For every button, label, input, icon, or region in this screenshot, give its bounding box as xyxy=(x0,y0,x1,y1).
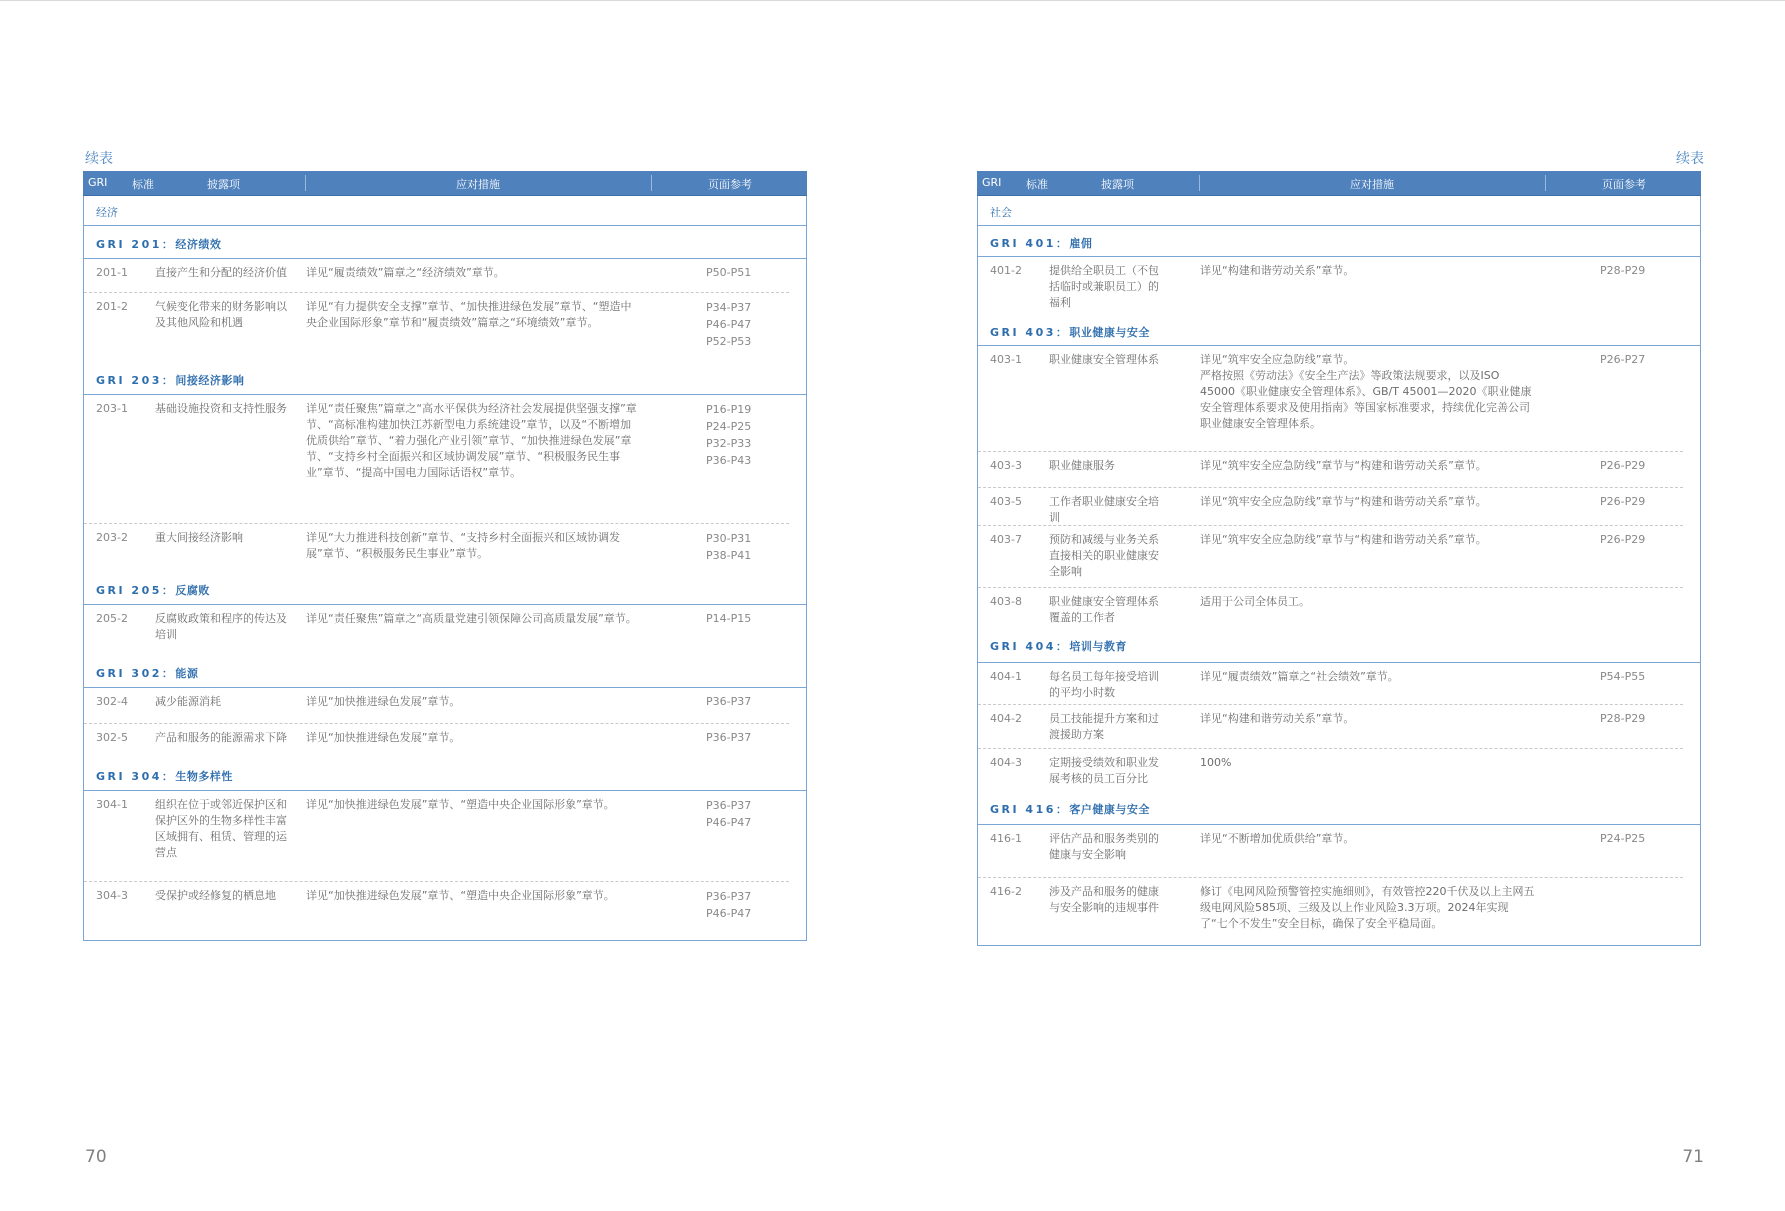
group-title: 培训与教育 xyxy=(1069,640,1127,653)
table-row xyxy=(83,395,807,524)
disclosure-code: 201-2 xyxy=(96,300,128,313)
disclosure-code: 403-7 xyxy=(990,533,1022,546)
group-row xyxy=(977,315,1701,346)
group-title: 能源 xyxy=(175,667,199,680)
group-number: GRI 302： xyxy=(96,667,176,680)
disclosure-item: 员工技能提升方案和过渡援助方案 xyxy=(1049,712,1159,741)
table-row xyxy=(977,526,1701,588)
group-title: 雇佣 xyxy=(1069,237,1093,250)
table-row xyxy=(977,588,1701,628)
page-ref: P26-P27 xyxy=(1600,353,1646,366)
table-row xyxy=(977,705,1701,749)
disclosure-item: 职业健康服务 xyxy=(1049,459,1115,472)
category-row xyxy=(83,196,807,226)
disclosure-code: 404-2 xyxy=(990,712,1022,725)
group-number: GRI 203： xyxy=(96,374,176,387)
table-row xyxy=(977,749,1701,791)
header-disclosure: 披露项 xyxy=(1101,178,1134,191)
table-header xyxy=(83,171,807,196)
measure-text: 详见“履责绩效”篇章之“社会绩效”章节。 xyxy=(1200,670,1399,683)
table-row xyxy=(83,688,807,724)
table-row xyxy=(977,663,1701,705)
disclosure-code: 203-1 xyxy=(96,402,128,415)
group-row xyxy=(83,362,807,395)
measure-text: 详见“大力推进科技创新”章节、“支持乡村全面振兴和区域协调发展”章节、“积极服务民生事业”章节。 xyxy=(306,531,621,560)
disclosure-code: 201-1 xyxy=(96,266,128,279)
disclosure-item: 直接产生和分配的经济价值 xyxy=(155,266,287,279)
page-ref: P30-P31 P38-P41 xyxy=(706,532,752,562)
disclosure-code: 205-2 xyxy=(96,612,128,625)
header-gri: GRI xyxy=(88,176,108,189)
gri-index-table-right xyxy=(977,171,1701,946)
page-ref: P28-P29 xyxy=(1600,712,1646,725)
group-title: 生物多样性 xyxy=(175,770,233,783)
header-divider xyxy=(1199,175,1200,191)
disclosure-code: 403-1 xyxy=(990,353,1022,366)
page-ref: P36-P37 xyxy=(706,695,752,708)
measure-text: 详见“构建和谐劳动关系”章节。 xyxy=(1200,264,1355,277)
measure-text: 详见“加快推进绿色发展”章节、“塑造中央企业国际形象”章节。 xyxy=(306,889,615,902)
disclosure-item: 受保护或经修复的栖息地 xyxy=(155,889,276,902)
measure-text: 详见“有力提供安全支撑”章节、“加快推进绿色发展”章节、“塑造中央企业国际形象”章节和“履责绩效”篇章之“环境绩效”章节。 xyxy=(306,300,632,329)
table-row xyxy=(83,293,807,362)
disclosure-item: 职业健康安全管理体系覆盖的工作者 xyxy=(1049,595,1159,624)
measure-text: 详见“筑牢安全应急防线”章节与“构建和谐劳动关系”章节。 xyxy=(1200,533,1487,546)
group-number: GRI 401： xyxy=(990,237,1070,250)
table-row xyxy=(83,724,807,758)
group-number: GRI 205： xyxy=(96,584,176,597)
top-rule xyxy=(0,0,1785,1)
table-row xyxy=(977,878,1701,946)
header-divider xyxy=(1545,175,1546,191)
page-ref: P24-P25 xyxy=(1600,832,1646,845)
measure-text: 详见“责任聚焦”篇章之“高水平保供为经济社会发展提供坚强支撑”章节、“高标准构建加快江苏新型电力系统建设”章节，以及“不断增加优质供给”章节、“着力强化产业引领”章节、“加快推进绿色发展”章节、“支持乡村全面振兴和区域协调发展”章节、“积极服务民生事业”章节、“提高中国电力国际话语权”章节。 xyxy=(306,402,637,479)
disclosure-code: 302-5 xyxy=(96,731,128,744)
measure-text: 详见“加快推进绿色发展”章节、“塑造中央企业国际形象”章节。 xyxy=(306,798,615,811)
group-row xyxy=(977,628,1701,663)
disclosure-item: 职业健康安全管理体系 xyxy=(1049,353,1159,366)
disclosure-item: 产品和服务的能源需求下降 xyxy=(155,731,287,744)
header-disclosure: 披露项 xyxy=(207,178,240,191)
measure-text: 详见“筑牢安全应急防线”章节与“构建和谐劳动关系”章节。 xyxy=(1200,495,1487,508)
header-page-ref: 页面参考 xyxy=(1602,178,1646,191)
disclosure-item: 工作者职业健康安全培训 xyxy=(1049,495,1159,524)
table-row xyxy=(977,257,1701,315)
disclosure-item: 评估产品和服务类别的健康与安全影响 xyxy=(1049,832,1159,861)
measure-text: 详见“加快推进绿色发展”章节。 xyxy=(306,695,461,708)
measure-text: 详见“责任聚焦”篇章之“高质量党建引领保障公司高质量发展”章节。 xyxy=(306,612,637,625)
group-title: 职业健康与安全 xyxy=(1069,326,1150,339)
table-row xyxy=(83,524,807,572)
measure-text: 适用于公司全体员工。 xyxy=(1200,595,1310,608)
page-ref: P26-P29 xyxy=(1600,495,1646,508)
group-number: GRI 416： xyxy=(990,803,1070,816)
disclosure-code: 302-4 xyxy=(96,695,128,708)
header-divider xyxy=(305,175,306,191)
disclosure-code: 403-5 xyxy=(990,495,1022,508)
header-page-ref: 页面参考 xyxy=(708,178,752,191)
table-row xyxy=(977,825,1701,878)
continued-label: 续表 xyxy=(1676,151,1704,167)
header-measures: 应对措施 xyxy=(1350,178,1394,191)
page-ref: P34-P37 P46-P47 P52-P53 xyxy=(706,301,752,348)
disclosure-item: 预防和减缓与业务关系直接相关的职业健康安全影响 xyxy=(1049,533,1159,578)
category-row xyxy=(977,196,1701,226)
group-title: 经济绩效 xyxy=(175,238,222,251)
disclosure-code: 401-2 xyxy=(990,264,1022,277)
page-number: 71 xyxy=(1682,1147,1704,1167)
disclosure-item: 每名员工每年接受培训的平均小时数 xyxy=(1049,670,1159,699)
table-row xyxy=(83,259,807,293)
header-divider xyxy=(651,175,652,191)
group-title: 反腐败 xyxy=(175,584,210,597)
group-row xyxy=(977,226,1701,257)
disclosure-code: 416-1 xyxy=(990,832,1022,845)
measure-text: 100% xyxy=(1200,756,1232,769)
table-row xyxy=(83,605,807,655)
disclosure-item: 提供给全职员工（不包括临时或兼职员工）的福利 xyxy=(1049,264,1159,309)
group-row xyxy=(83,226,807,259)
header-standard: 标准 xyxy=(132,178,154,191)
disclosure-item: 定期接受绩效和职业发展考核的员工百分比 xyxy=(1049,756,1159,785)
measure-text: 详见“筑牢安全应急防线”章节与“构建和谐劳动关系”章节。 xyxy=(1200,459,1487,472)
group-number: GRI 201： xyxy=(96,238,176,251)
disclosure-item: 组织在位于或邻近保护区和保护区外的生物多样性丰富区域拥有、租赁、管理的运营点 xyxy=(155,798,287,859)
measure-text: 详见“加快推进绿色发展”章节。 xyxy=(306,731,461,744)
gri-index-table-left xyxy=(83,171,807,941)
group-row xyxy=(83,758,807,791)
measure-text: 详见“构建和谐劳动关系”章节。 xyxy=(1200,712,1355,725)
disclosure-item: 涉及产品和服务的健康与安全影响的违规事件 xyxy=(1049,885,1159,914)
table-row xyxy=(977,488,1701,526)
disclosure-code: 416-2 xyxy=(990,885,1022,898)
group-row xyxy=(83,572,807,605)
table-row xyxy=(977,346,1701,452)
table-row xyxy=(83,882,807,941)
measure-text: 详见“筑牢安全应急防线”章节。 严格按照《劳动法》《安全生产法》等政策法规要求，以及ISO 45000《职业健康安全管理体系》、GB/T 45001—2020《职业健康安全管理体系要求及使用指南》等国家标准要求，持续优化完善公司职业健康安全管理体系。 xyxy=(1200,353,1532,430)
page-ref: P36-P37 xyxy=(706,731,752,744)
group-row xyxy=(977,791,1701,825)
page-ref: P54-P55 xyxy=(1600,670,1646,683)
table-header xyxy=(977,171,1701,196)
group-number: GRI 304： xyxy=(96,770,176,783)
page-number: 70 xyxy=(85,1147,107,1167)
disclosure-code: 403-3 xyxy=(990,459,1022,472)
group-row xyxy=(83,655,807,688)
header-standard: 标准 xyxy=(1026,178,1048,191)
page-ref: P28-P29 xyxy=(1600,264,1646,277)
measure-text: 修订《电网风险预警管控实施细则》，有效管控220千伏及以上主网五级电网风险585项、三级及以上作业风险3.3万项。2024年实现了“七个不发生”安全目标，确保了安全平稳局面。 xyxy=(1200,885,1535,930)
page-ref: P14-P15 xyxy=(706,612,752,625)
disclosure-item: 基础设施投资和支持性服务 xyxy=(155,402,287,415)
measure-text: 详见“不断增加优质供给”章节。 xyxy=(1200,832,1355,845)
page-ref: P26-P29 xyxy=(1600,533,1646,546)
disclosure-code: 304-3 xyxy=(96,889,128,902)
table-row xyxy=(83,791,807,882)
group-number: GRI 404： xyxy=(990,640,1070,653)
disclosure-code: 304-1 xyxy=(96,798,128,811)
category-label: 经济 xyxy=(96,206,118,219)
page-ref: P50-P51 xyxy=(706,266,752,279)
disclosure-code: 203-2 xyxy=(96,531,128,544)
group-number: GRI 403： xyxy=(990,326,1070,339)
group-title: 客户健康与安全 xyxy=(1069,803,1150,816)
page-ref: P26-P29 xyxy=(1600,459,1646,472)
page-ref: P36-P37 P46-P47 xyxy=(706,890,752,920)
table-row xyxy=(977,452,1701,488)
group-title: 间接经济影响 xyxy=(175,374,245,387)
continued-label: 续表 xyxy=(85,151,113,167)
header-measures: 应对措施 xyxy=(456,178,500,191)
disclosure-item: 反腐败政策和程序的传达及培训 xyxy=(155,612,287,641)
disclosure-item: 减少能源消耗 xyxy=(155,695,221,708)
disclosure-item: 重大间接经济影响 xyxy=(155,531,243,544)
disclosure-code: 403-8 xyxy=(990,595,1022,608)
disclosure-item: 气候变化带来的财务影响以及其他风险和机遇 xyxy=(155,300,287,329)
category-label: 社会 xyxy=(990,206,1012,219)
header-gri: GRI xyxy=(982,176,1002,189)
page-ref: P16-P19 P24-P25 P32-P33 P36-P43 xyxy=(706,403,752,467)
page-ref: P36-P37 P46-P47 xyxy=(706,799,752,829)
measure-text: 详见“履责绩效”篇章之“经济绩效”章节。 xyxy=(306,266,505,279)
disclosure-code: 404-3 xyxy=(990,756,1022,769)
disclosure-code: 404-1 xyxy=(990,670,1022,683)
